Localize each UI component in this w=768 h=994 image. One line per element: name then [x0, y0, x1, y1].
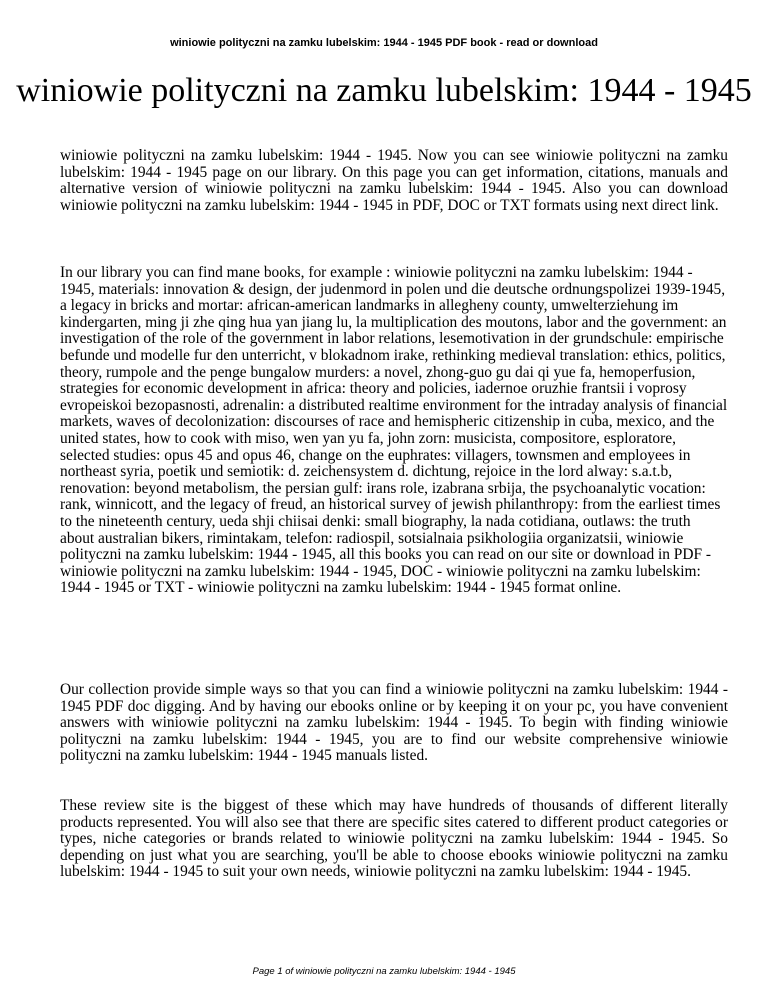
page-footer: Page 1 of winiowie polityczni na zamku lubelskim: 1944 - 1945: [252, 966, 516, 977]
document-title: winiowie polityczni na zamku lubelskim: 1944 - 1945: [16, 72, 752, 109]
library-paragraph: In our library you can find mane books, for example : winiowie polityczni na zamku lubelskim: 1944 - 1945, materials: innovation & design, der judenmord in polen und die deutsche ordnungspolizei 1939-1945, a legacy in bricks and mortar: african-american landmarks in allegheny county, umwelterziehung im kindergarten, ming ji zhe qing hua yan jiang lu, la multiplication des moutons, labor and the government: an investigation of the role of the government in labor relations, lesemotivation in der grundschule: empirische befunde und modelle fur den unterricht, v blokadnom irake, rethinking medieval translation: ethics, politics, theory, rumpole and the penge bungalow murders: a novel, zhong-guo gu dai qi yue fa, hemoperfusion, strategies for economic development in africa: theory and policies, iadernoe oruzhie frantsii i voprosy evropeiskoi bezopasnosti, adrenalin: a distributed realtime environment for the intraday analysis of financial markets, waves of decolonization: discourses of race and hemispheric citizenship in cuba, mexico, and the united states, how to cook with miso, wen yan yu fa, john zorn: musicista, compositore, esploratore, selected studies: opus 45 and opus 46, change on the euphrates: villagers, townsmen and employees in northeast syria, poetik und semiotik: d. zeichensystem d. dichtung, rejoice in the lord alway: s.a.t.b, renovation: beyond metabolism, the persian gulf: irans role, izabrana srbija, the psychoanalytic vocation: rank, winnicott, and the legacy of freud, an historical survey of jewish philanthropy: from the earliest times to the nineteenth century, ueda shji chiisai denki: small biography, la nada cotidiana, outlaws: the truth about australian bikers, rimintakam, telefon: radiospil, sotsialnaia psikhologiia organizatsii, winiowie polityczni na zamku lubelskim: 1944 - 1945, all this books you can read on our site or download in PDF - winiowie polityczni na zamku lubelskim: 1944 - 1945, DOC - winiowie polityczni na zamku lubelskim: 1944 - 1945 or TXT - winiowie polityczni na zamku lubelskim: 1944 - 1945 format online.: [60, 264, 728, 597]
review-paragraph: These review site is the biggest of these which may have hundreds of thousands of different literally products represented. You will also see that there are specific sites catered to different product categories or types, niche categories or brands related to winiowie polityczni na zamku lubelskim: 1944 - 1945. So depending on just what you are searching, you'll be able to choose ebooks winiowie polityczni na zamku lubelskim: 1944 - 1945 to suit your own needs, winiowie polityczni na zamku lubelskim: 1944 - 1945.: [60, 797, 728, 881]
intro-paragraph: winiowie polityczni na zamku lubelskim: 1944 - 1945. Now you can see winiowie polityczni na zamku lubelskim: 1944 - 1945 page on our library. On this page you can get information, citations, manuals and alternative version of winiowie polityczni na zamku lubelskim: 1944 - 1945. Also you can download winiowie polityczni na zamku lubelskim: 1944 - 1945 in PDF, DOC or TXT formats using next direct link.: [60, 147, 728, 214]
collection-paragraph: Our collection provide simple ways so that you can find a winiowie polityczni na zamku lubelskim: 1944 - 1945 PDF doc digging. And by having our ebooks online or by keeping it on your pc, you have convenient answers with winiowie polityczni na zamku lubelskim: 1944 - 1945. To begin with finding winiowie polityczni na zamku lubelskim: 1944 - 1945, you are to find our website comprehensive winiowie polityczni na zamku lubelskim: 1944 - 1945 manuals listed.: [60, 681, 728, 765]
page-header: winiowie polityczni na zamku lubelskim: 1944 - 1945 PDF book - read or download: [170, 37, 598, 49]
